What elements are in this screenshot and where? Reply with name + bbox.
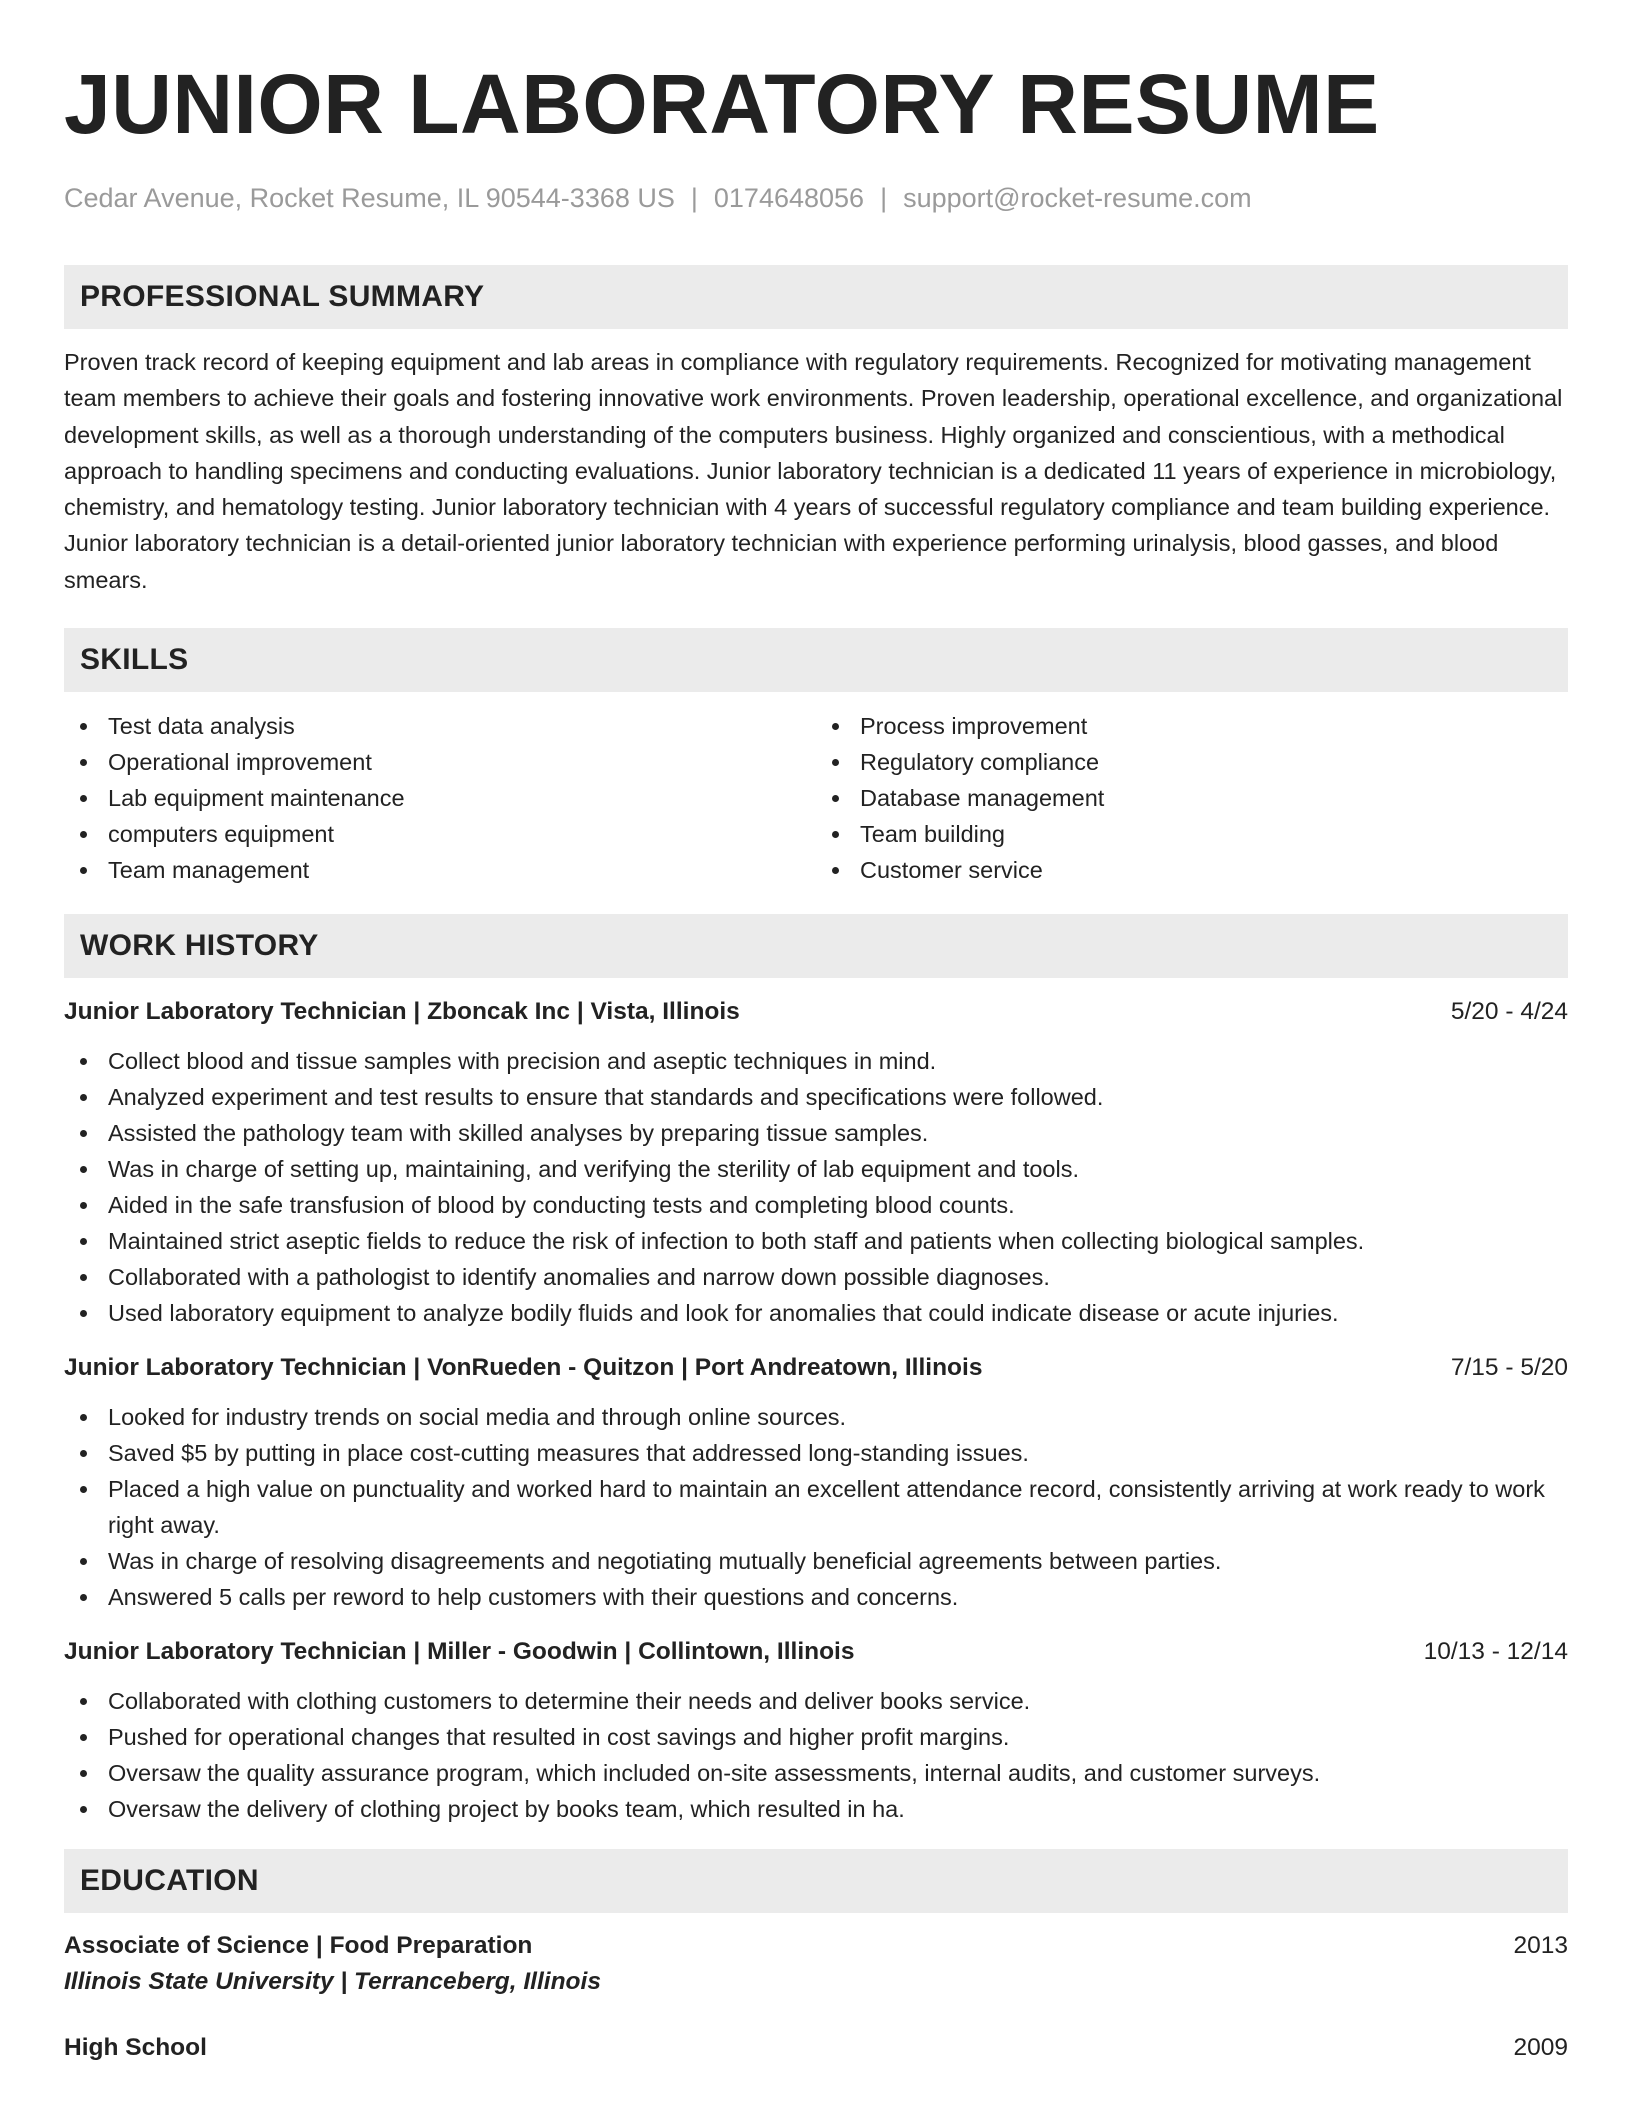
job-heading: Junior Laboratory Technician | Zboncak Inc | Vista, Illinois: [64, 998, 740, 1026]
skill-item: Process improvement: [816, 708, 1568, 744]
job-bullet: Aided in the safe transfusion of blood by conducting tests and completing blood counts.: [64, 1187, 1568, 1223]
job-dates: 10/13 - 12/14: [1423, 1638, 1568, 1666]
skill-item: Regulatory compliance: [816, 744, 1568, 780]
education-year: 2013: [1513, 1932, 1568, 1960]
job-bullet: Pushed for operational changes that resulted in cost savings and higher profit margins.: [64, 1719, 1568, 1755]
job-bullet: Placed a high value on punctuality and worked hard to maintain an excellent attendance record, consistently arriving at work ready to work right away.: [64, 1471, 1568, 1543]
education-list: [64, 1929, 1568, 2065]
education-degree: Associate of Science | Food Preparation: [64, 1932, 533, 1960]
job-entry: [64, 1635, 1568, 1827]
work-history: [64, 995, 1568, 1827]
section-header-education: EDUCATION: [64, 1849, 1568, 1913]
skill-item: Database management: [816, 780, 1568, 816]
job-bullet: Oversaw the delivery of clothing project by books team, which resulted in ha.: [64, 1791, 1568, 1827]
skill-item: Team building: [816, 816, 1568, 852]
skill-item: Test data analysis: [64, 708, 816, 744]
skills-list: [64, 708, 1568, 888]
job-bullet: Looked for industry trends on social media and through online sources.: [64, 1399, 1568, 1435]
job-heading-row: [64, 1635, 1568, 1669]
job-bullets: [64, 1043, 1568, 1331]
job-bullet: Collaborated with a pathologist to identify anomalies and narrow down possible diagnoses.: [64, 1259, 1568, 1295]
section-header-work: WORK HISTORY: [64, 914, 1568, 978]
education-degree: High School: [64, 2034, 207, 2062]
job-bullet: Answered 5 calls per reword to help customers with their questions and concerns.: [64, 1579, 1568, 1615]
education-entry: [64, 2031, 1568, 2065]
contact-separator: |: [880, 183, 888, 213]
job-heading-row: [64, 995, 1568, 1029]
education-school: Illinois State University | Terranceberg, Illinois: [64, 1968, 601, 1996]
job-bullet: Collaborated with clothing customers to determine their needs and deliver books service.: [64, 1683, 1568, 1719]
education-entry: [64, 1929, 1568, 2001]
job-bullets: [64, 1399, 1568, 1615]
contact-separator: |: [690, 183, 698, 213]
summary-text: Proven track record of keeping equipment and lab areas in compliance with regulatory requirements. Recognized for motivating management team members to achieve their goals and fostering innovative work environments. Proven leadership, operational excellence, and organizational development skills, as well as a thorough understanding of the computers business. Highly organized and conscientious, with a methodical approach to handling specimens and conducting evaluations. Junior laboratory technician is a dedicated 11 years of experience in microbiology, chemistry, and hematology testing. Junior laboratory technician with 4 years of successful regulatory compliance and team building experience. Junior laboratory technician is a detail-oriented junior laboratory technician with experience performing urinalysis, blood gasses, and blood smears.: [64, 349, 1563, 593]
contact-address: Cedar Avenue, Rocket Resume, IL 90544-3368 US: [64, 183, 675, 213]
skill-item: Operational improvement: [64, 744, 816, 780]
job-bullet: Analyzed experiment and test results to ensure that standards and specifications were followed.: [64, 1079, 1568, 1115]
skill-item: Customer service: [816, 852, 1568, 888]
resume-title: JUNIOR LABORATORY RESUME: [64, 57, 1380, 151]
job-entry: [64, 995, 1568, 1331]
contact-line: [64, 182, 1568, 214]
contact-phone: 0174648056: [713, 183, 865, 213]
job-bullet: Assisted the pathology team with skilled analyses by preparing tissue samples.: [64, 1115, 1568, 1151]
skill-item: computers equipment: [64, 816, 816, 852]
job-dates: 5/20 - 4/24: [1450, 998, 1568, 1026]
job-bullet: Saved $5 by putting in place cost-cutting measures that addressed long-standing issues.: [64, 1435, 1568, 1471]
job-bullet: Was in charge of setting up, maintaining, and verifying the sterility of lab equipment and tools.: [64, 1151, 1568, 1187]
job-bullet: Maintained strict aseptic fields to reduce the risk of infection to both staff and patients when collecting biological samples.: [64, 1223, 1568, 1259]
job-bullet: Was in charge of resolving disagreements and negotiating mutually beneficial agreements between parties.: [64, 1543, 1568, 1579]
education-heading-row: [64, 1929, 1568, 1963]
job-heading-row: [64, 1351, 1568, 1385]
skills-column-left: [64, 708, 816, 888]
job-bullets: [64, 1683, 1568, 1827]
education-heading-row: [64, 2031, 1568, 2065]
job-heading: Junior Laboratory Technician | VonRueden - Quitzon | Port Andreatown, Illinois: [64, 1354, 983, 1382]
job-bullet: Oversaw the quality assurance program, which included on-site assessments, internal audits, and customer surveys.: [64, 1755, 1568, 1791]
job-entry: [64, 1351, 1568, 1615]
skill-item: Lab equipment maintenance: [64, 780, 816, 816]
skills-column-right: [816, 708, 1568, 888]
section-header-skills: SKILLS: [64, 628, 1568, 692]
job-bullet: Collect blood and tissue samples with precision and aseptic techniques in mind.: [64, 1043, 1568, 1079]
job-dates: 7/15 - 5/20: [1450, 1354, 1568, 1382]
skill-item: Team management: [64, 852, 816, 888]
contact-email[interactable]: support@rocket-resume.com: [903, 183, 1252, 213]
section-header-summary: PROFESSIONAL SUMMARY: [64, 265, 1568, 329]
job-bullet: Used laboratory equipment to analyze bodily fluids and look for anomalies that could indicate disease or acute injuries.: [64, 1295, 1568, 1331]
job-heading: Junior Laboratory Technician | Miller - Goodwin | Collintown, Illinois: [64, 1638, 855, 1666]
education-year: 2009: [1513, 2034, 1568, 2062]
